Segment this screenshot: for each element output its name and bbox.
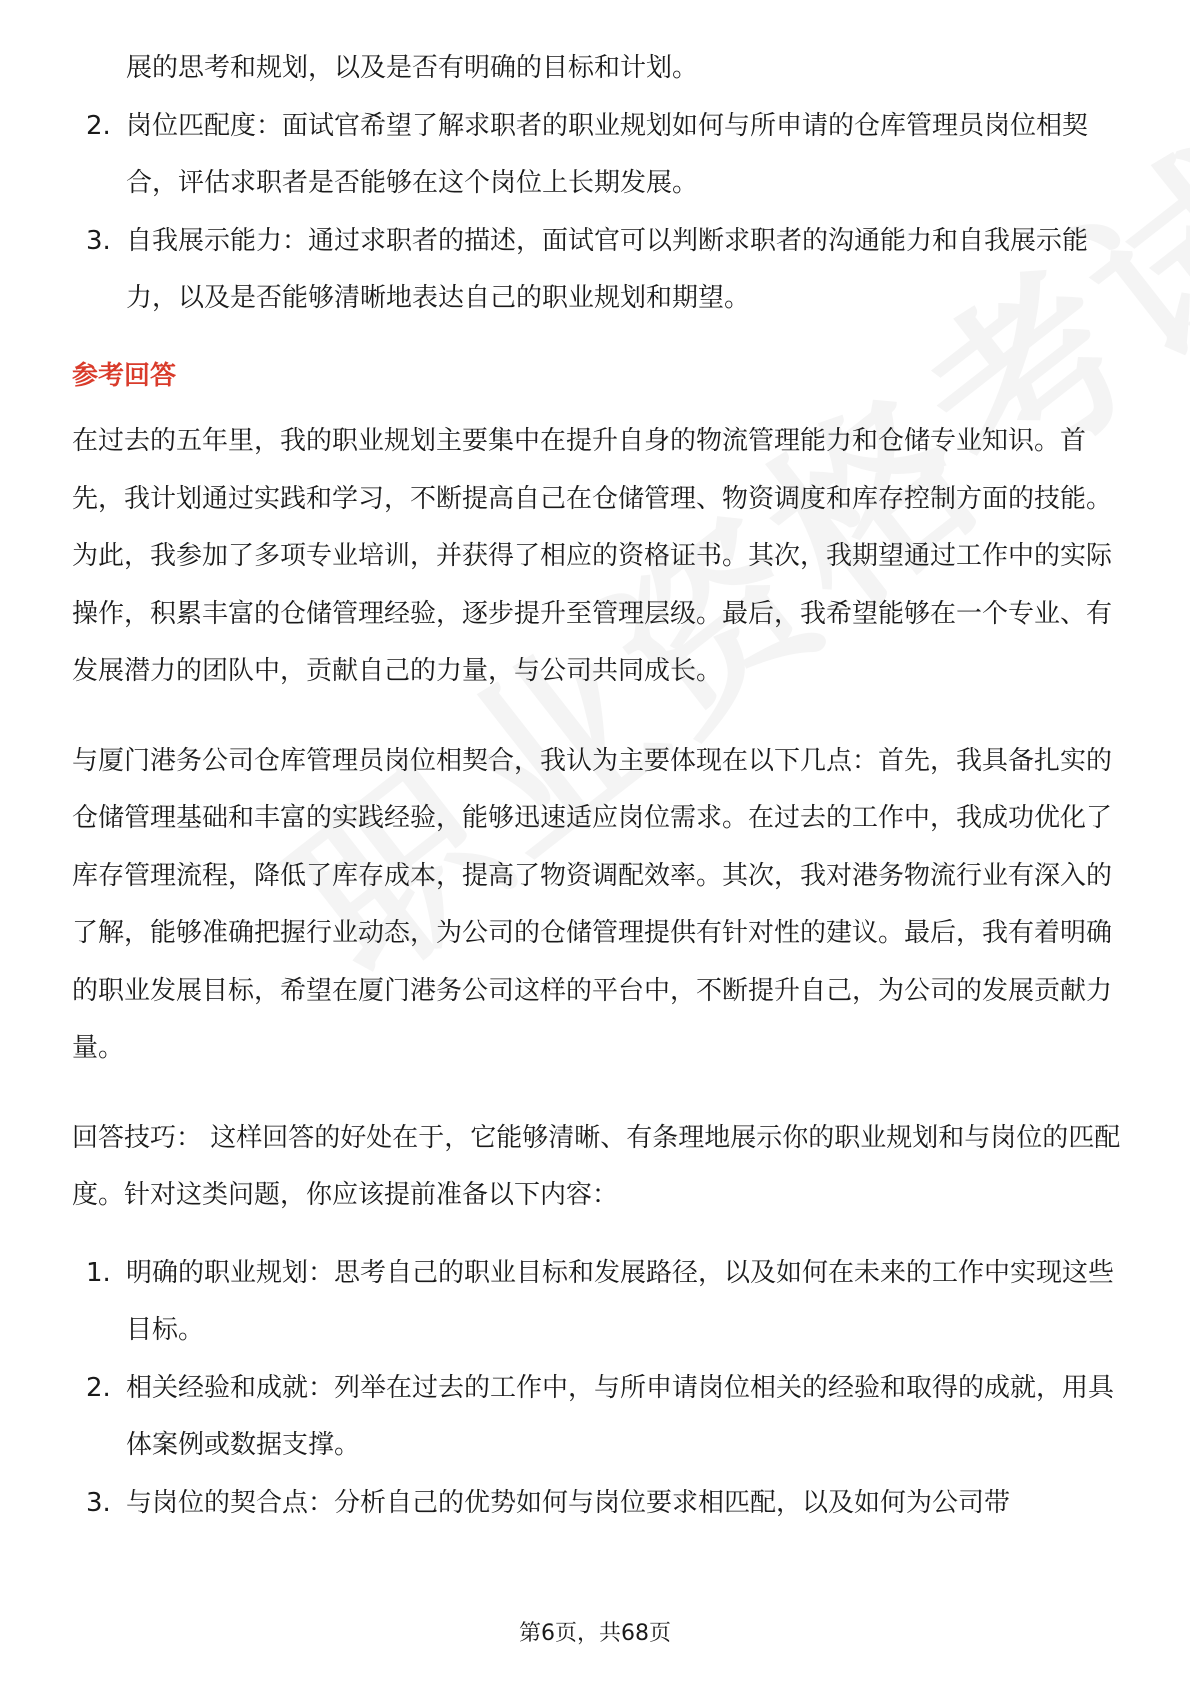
list-item-number: 1.	[86, 1257, 111, 1288]
answer-paragraph-2: 与厦门港务公司仓库管理员岗位相契合，我认为主要体现在以下几点：首先，我具备扎实的仓储管理基础和丰富的实践经验，能够迅速适应岗位需求。在过去的工作中，我成功优化了库存管理流程，降低了库存成本，提高了物资调配效率。其次，我对港务物流行业有深入的了解，能够准确把握行业动态，为公司的仓储管理提供有针对性的建议。最后，我有着明确的职业发展目标，希望在厦门港务公司这样的平台中，不断提升自己，为公司的发展贡献力量。	[72, 745, 1113, 1063]
intro-continuation	[72, 40, 1122, 98]
list-item-text: 与岗位的契合点：分析自己的优势如何与岗位要求相匹配，以及如何为公司带	[126, 1487, 1011, 1518]
list-item-text: 自我展示能力：通过求职者的描述，面试官可以判断求职者的沟通能力和自我展示能力，以及是否能够清晰地表达自己的职业规划和期望。	[126, 225, 1089, 313]
page-content	[72, 40, 1122, 1532]
answer-paragraph-1: 在过去的五年里，我的职业规划主要集中在提升自身的物流管理能力和仓储专业知识。首先，我计划通过实践和学习，不断提高自己在仓储管理、物资调度和库存控制方面的技能。为此，我参加了多项专业培训，并获得了相应的资格证书。其次，我期望通过工作中的实际操作，积累丰富的仓储管理经验，逐步提升至管理层级。最后，我希望能够在一个专业、有发展潜力的团队中，贡献自己的力量，与公司共同成长。	[72, 426, 1113, 686]
list-item-text: 相关经验和成就：列举在过去的工作中，与所申请岗位相关的经验和取得的成就，用具体案例或数据支撑。	[126, 1372, 1115, 1460]
list-item	[72, 98, 1122, 213]
list-item	[72, 213, 1122, 328]
tips-intro: 回答技巧： 这样回答的好处在于，它能够清晰、有条理地展示你的职业规划和与岗位的匹配度。针对这类问题，你应该提前准备以下内容：	[72, 1122, 1121, 1210]
tips-list	[72, 1245, 1122, 1533]
list-item-number: 3.	[86, 225, 111, 256]
list-item-number: 3.	[86, 1487, 111, 1518]
intro-continuation-text: 展的思考和规划，以及是否有明确的目标和计划。	[126, 53, 699, 83]
list-item-number: 2.	[86, 1372, 111, 1403]
list-item-number: 2.	[86, 110, 111, 141]
list-item-text: 明确的职业规划：思考自己的职业目标和发展路径，以及如何在未来的工作中实现这些目标。	[126, 1257, 1115, 1345]
page-number-footer: 第6页，共68页	[519, 1621, 671, 1646]
list-item	[72, 1245, 1122, 1360]
list-item	[72, 1360, 1122, 1475]
interviewer-points-list	[72, 98, 1122, 328]
list-item-text: 岗位匹配度：面试官希望了解求职者的职业规划如何与所申请的仓库管理员岗位相契合，评估求职者是否能够在这个岗位上长期发展。	[126, 110, 1089, 198]
list-item	[72, 1475, 1122, 1533]
answer-heading: 参考回答	[72, 360, 177, 391]
